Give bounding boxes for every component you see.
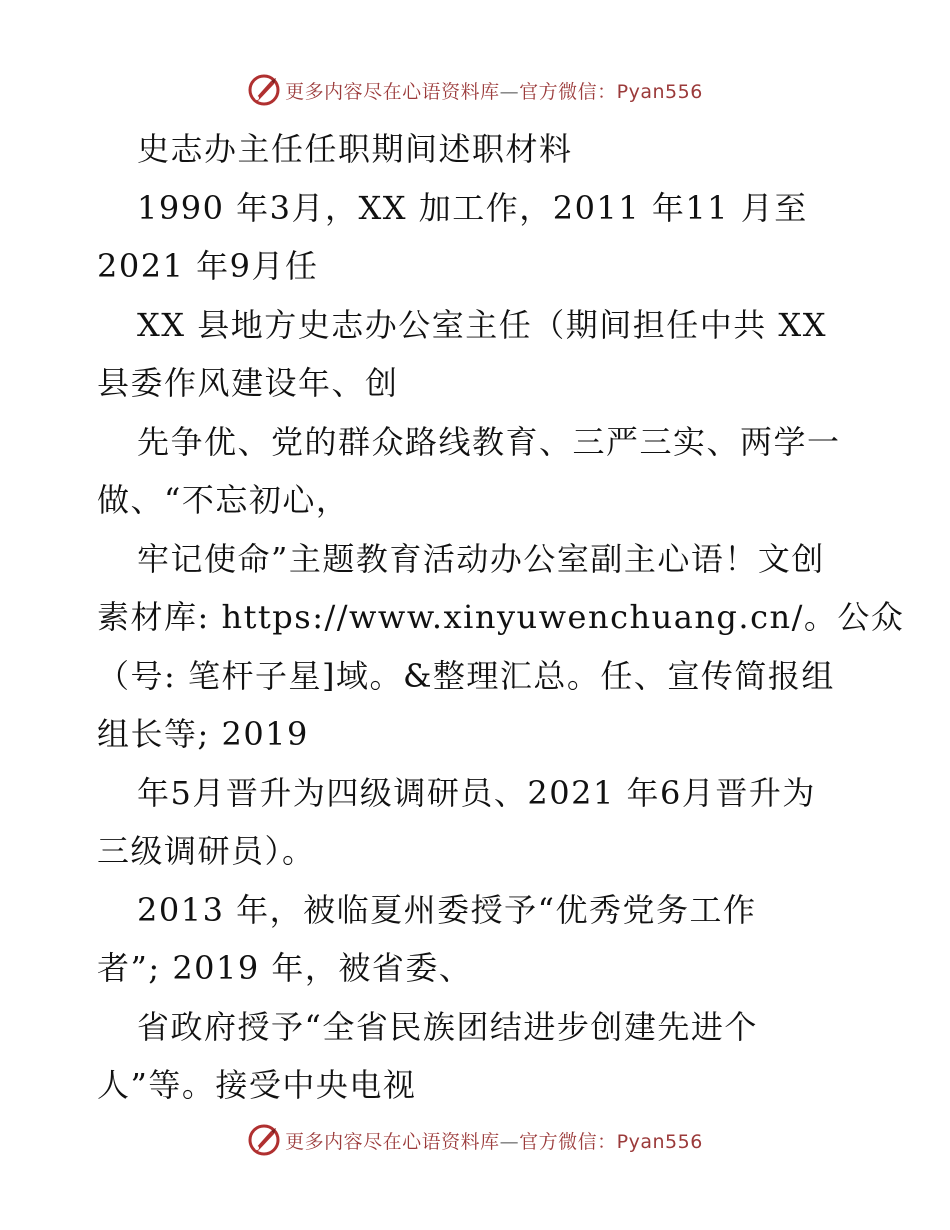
watermark-text (285, 1127, 703, 1154)
text-line: 2013 年，被临夏州委授予“优秀党务工作 (137, 890, 757, 929)
text-line: 县委作风建设年、创 (97, 364, 399, 402)
text-line: 1990 年3月，XX 加工作，2011 年11 月至 (137, 188, 808, 227)
text-line: 年5月晋升为四级调研员、2021 年6月晋升为 (137, 773, 816, 812)
header-watermark-banner (0, 70, 950, 110)
watermark-official: 官方微信：Pyan556 (519, 80, 703, 103)
watermark-brand: 更多内容尽在心语资料库 (285, 1130, 500, 1153)
text-line: 做、“不忘初心， (97, 481, 350, 519)
quill-logo-icon (247, 73, 281, 107)
text-line: 组长等; 2019 (97, 715, 309, 753)
text-line: 三级调研员）。 (97, 832, 316, 870)
watermark-brand: 更多内容尽在心语资料库 (285, 80, 500, 103)
text-line: 人”等。接受中央电视 (97, 1066, 417, 1104)
quill-logo-icon (247, 1123, 281, 1157)
text-line: 2021 年9月任 (97, 247, 319, 285)
text-line: XX 县地方史志办公室主任（期间担任中共 XX (137, 305, 827, 344)
watermark-separator: — (499, 1130, 520, 1153)
text-line: 省政府授予“全省民族团结进步创建先进个 (137, 1007, 758, 1046)
text-line: 史志办主任任职期间述职材料 (137, 130, 573, 168)
text-line: 素材库: https://www.xinyuwenchuang.cn/。公众 (97, 598, 905, 636)
watermark-separator: — (499, 80, 520, 103)
watermark-official: 官方微信：Pyan556 (519, 1130, 703, 1153)
text-line: （号: 笔杆子星]域。&整理汇总。任、宣传简报组 (97, 656, 835, 695)
text-line: 牢记使命”主题教育活动办公室副主心语！文创 (137, 539, 825, 578)
document-body (97, 120, 905, 1115)
text-line: 先争优、党的群众路线教育、三严三实、两学一 (137, 422, 841, 461)
footer-watermark-banner (0, 1120, 950, 1160)
text-line: 者”; 2019 年，被省委、 (97, 949, 473, 987)
watermark-text (285, 77, 703, 104)
